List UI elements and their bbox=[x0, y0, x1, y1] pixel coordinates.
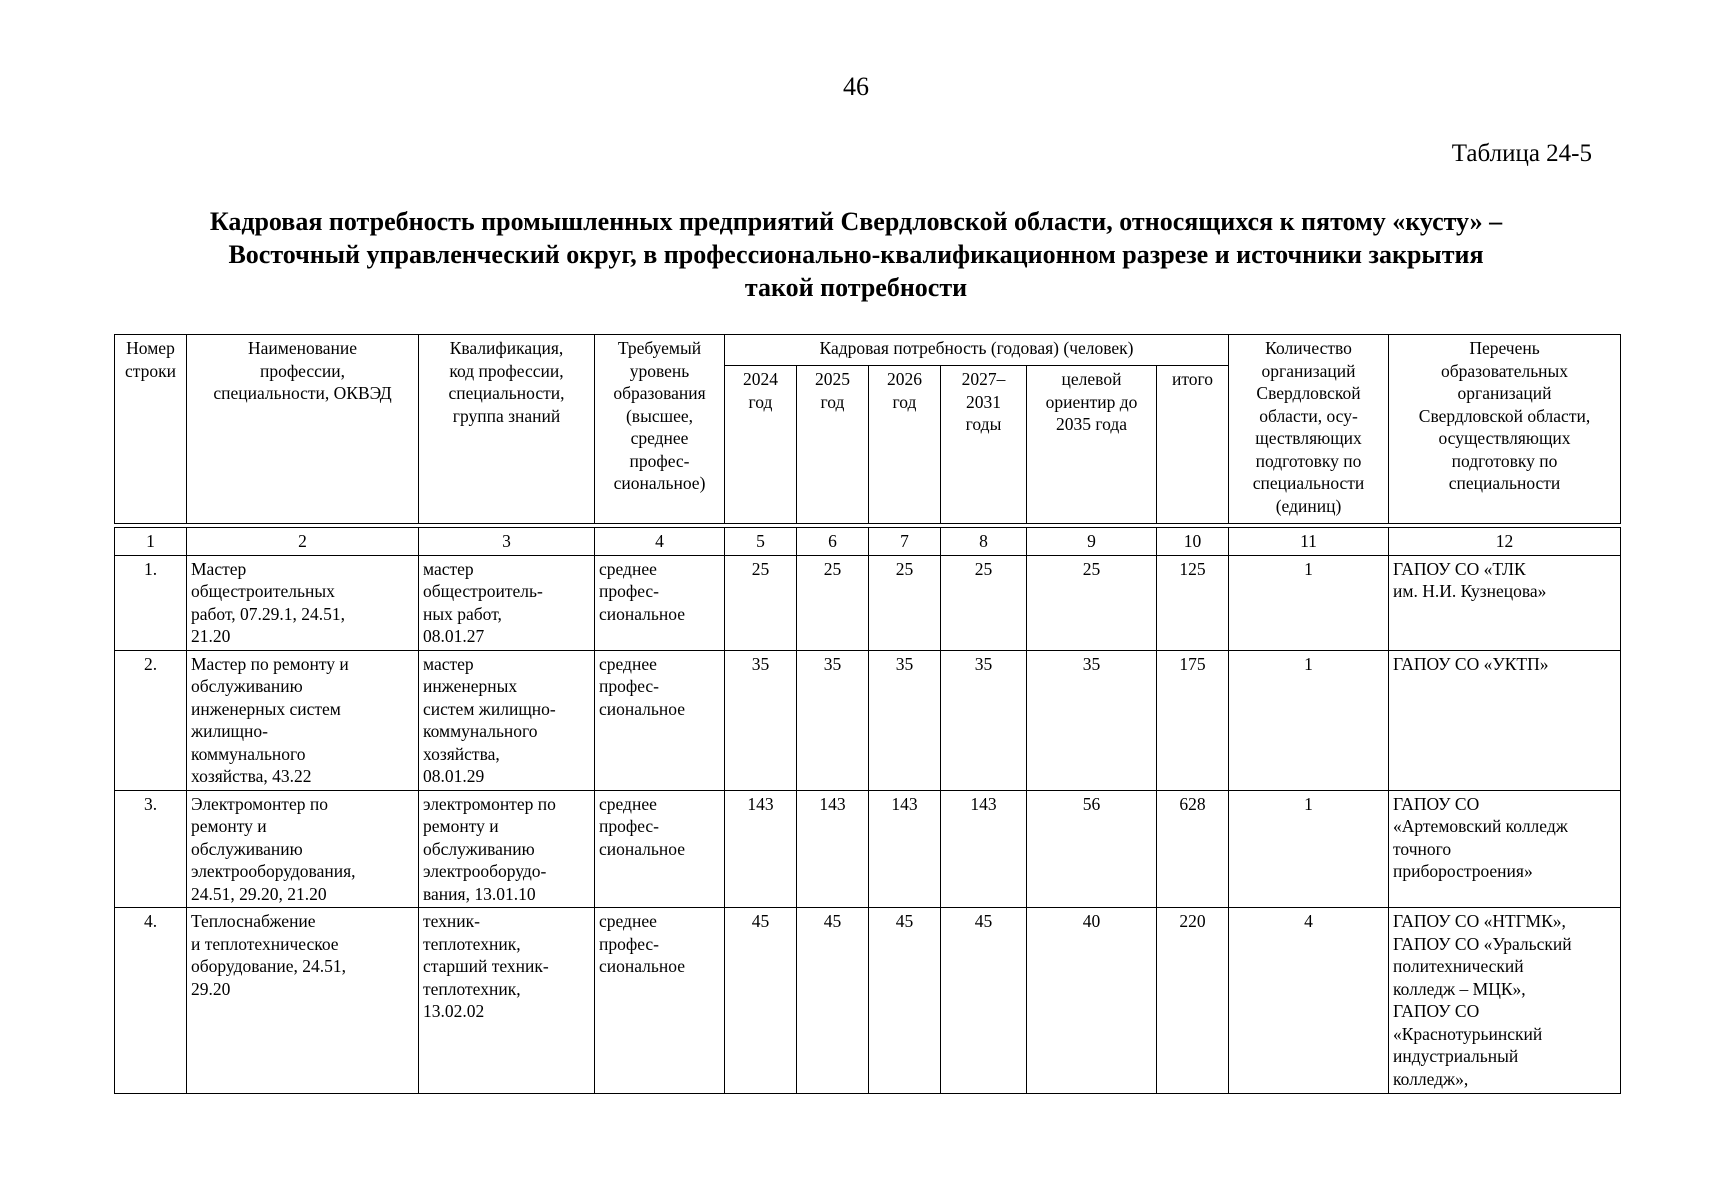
cell-line: строки bbox=[125, 360, 176, 381]
cell-line: «Краснотурьинский bbox=[1393, 1023, 1543, 1044]
cell-line: годы bbox=[965, 414, 1002, 434]
demand-2024: 25 bbox=[725, 555, 797, 650]
column-number: 5 bbox=[725, 528, 797, 556]
cell-line: Свердловской bbox=[1256, 383, 1361, 403]
cell-line: области, осу- bbox=[1259, 405, 1358, 426]
cell-line: индустриальный bbox=[1393, 1046, 1519, 1066]
education-level bbox=[595, 908, 725, 1094]
table-header bbox=[114, 334, 1621, 524]
target-2035: 56 bbox=[1027, 790, 1157, 908]
demand-total: 125 bbox=[1157, 555, 1229, 650]
target-2035: 25 bbox=[1027, 555, 1157, 650]
target-2035: 40 bbox=[1027, 908, 1157, 1094]
cell-line: ГАПОУ СО bbox=[1393, 1001, 1480, 1021]
cell-line: профес- bbox=[599, 581, 660, 601]
cell-line: политехнический bbox=[1393, 956, 1524, 976]
header-education-level bbox=[595, 335, 725, 524]
cell-line: 21.20 bbox=[191, 626, 231, 646]
page-number: 46 bbox=[843, 72, 869, 101]
cell-line: хозяйства, 43.22 bbox=[191, 766, 312, 786]
row-number: 4. bbox=[115, 908, 187, 1094]
cell-line: образования bbox=[613, 383, 706, 403]
cell-line: Мастер по ремонту и bbox=[191, 653, 349, 674]
column-number: 6 bbox=[797, 528, 869, 556]
header-target-2035 bbox=[1027, 366, 1157, 524]
cell-line: 2024 bbox=[743, 369, 778, 389]
cell-line: (высшее, bbox=[625, 405, 693, 426]
profession-name bbox=[187, 555, 419, 650]
demand-total: 175 bbox=[1157, 650, 1229, 790]
cell-line: сиональное bbox=[599, 603, 685, 624]
cell-line: и теплотехническое bbox=[191, 933, 339, 954]
cell-line: подготовку по bbox=[1451, 450, 1558, 471]
profession-name bbox=[187, 790, 419, 908]
cell-line: ГАПОУ СО «ТЛК bbox=[1393, 558, 1526, 579]
demand-2027-2031: 25 bbox=[941, 555, 1027, 650]
cell-line: специальности, bbox=[448, 383, 565, 403]
column-number: 4 bbox=[595, 528, 725, 556]
cell-line: теплотехник, bbox=[423, 933, 521, 954]
cell-line: ществляющих bbox=[1255, 428, 1362, 448]
header-org-count bbox=[1229, 335, 1389, 524]
header-total bbox=[1157, 366, 1229, 524]
education-level bbox=[595, 650, 725, 790]
cell-line: сиональное bbox=[599, 956, 685, 976]
cell-line: год bbox=[748, 391, 773, 412]
cell-line: Номер bbox=[126, 338, 175, 358]
cell-line: «Артемовский колледж bbox=[1393, 816, 1568, 836]
cell-line: ГАПОУ СО «Уральский bbox=[1393, 933, 1572, 954]
cell-line: общестроитель- bbox=[423, 581, 543, 601]
column-number: 3 bbox=[419, 528, 595, 556]
cell-line: вания, 13.01.10 bbox=[423, 883, 536, 904]
education-level bbox=[595, 555, 725, 650]
cell-line: ГАПОУ СО «НТГМК», bbox=[1393, 911, 1566, 931]
cell-line: 08.01.27 bbox=[423, 626, 485, 646]
demand-2024: 45 bbox=[725, 908, 797, 1094]
cell-line: техник- bbox=[423, 911, 480, 931]
org-list bbox=[1389, 555, 1621, 650]
cell-line: жилищно- bbox=[191, 721, 268, 741]
cell-line: Перечень bbox=[1469, 338, 1540, 358]
cell-line: среднее bbox=[599, 793, 657, 814]
cell-line: Наименование bbox=[247, 338, 358, 358]
row-number: 3. bbox=[115, 790, 187, 908]
cell-line: хозяйства, bbox=[423, 743, 500, 764]
column-number: 1 bbox=[115, 528, 187, 556]
cell-line: мастер bbox=[423, 558, 474, 579]
cell-line: сиональное) bbox=[613, 473, 706, 493]
profession-name bbox=[187, 650, 419, 790]
cell-line: обслуживанию bbox=[423, 838, 535, 859]
title-line: Восточный управленческий округ, в профессионально-квалификационном разрезе и источники закрытия bbox=[228, 240, 1484, 269]
cell-line: коммунального bbox=[423, 721, 538, 741]
document-title bbox=[100, 205, 1612, 304]
org-count: 1 bbox=[1229, 790, 1389, 908]
cell-line: 2031 bbox=[966, 391, 1001, 412]
qualification bbox=[419, 650, 595, 790]
cell-line: ГАПОУ СО «УКТП» bbox=[1393, 653, 1549, 674]
column-number-row bbox=[115, 528, 1621, 556]
cell-line: инженерных bbox=[423, 676, 518, 696]
cell-line: подготовку по bbox=[1255, 450, 1362, 471]
cell-line: уровень bbox=[629, 360, 690, 381]
cell-line: им. Н.И. Кузнецова» bbox=[1393, 581, 1547, 601]
org-count: 1 bbox=[1229, 650, 1389, 790]
org-list bbox=[1389, 650, 1621, 790]
demand-2026: 35 bbox=[869, 650, 941, 790]
cell-line: инженерных систем bbox=[191, 698, 341, 719]
demand-2027-2031: 143 bbox=[941, 790, 1027, 908]
profession-name bbox=[187, 908, 419, 1094]
cell-line: профессии, bbox=[259, 360, 346, 381]
cell-line: коммунального bbox=[191, 743, 306, 764]
table-row bbox=[115, 650, 1621, 790]
target-2035: 35 bbox=[1027, 650, 1157, 790]
qualification bbox=[419, 790, 595, 908]
cell-line: специальности bbox=[1448, 473, 1561, 493]
header-profession-name bbox=[187, 335, 419, 524]
org-list bbox=[1389, 908, 1621, 1094]
cell-line: 2025 bbox=[815, 369, 850, 389]
cell-line: сиональное bbox=[599, 698, 685, 719]
cell-line: электрооборудо- bbox=[423, 861, 547, 881]
row-number: 2. bbox=[115, 650, 187, 790]
row-number: 1. bbox=[115, 555, 187, 650]
column-number: 9 bbox=[1027, 528, 1157, 556]
title-line: такой потребности bbox=[744, 273, 968, 302]
cell-line: организаций bbox=[1457, 383, 1552, 403]
demand-2024: 35 bbox=[725, 650, 797, 790]
demand-2026: 143 bbox=[869, 790, 941, 908]
cell-line: образовательных bbox=[1440, 360, 1569, 381]
column-number: 7 bbox=[869, 528, 941, 556]
header-years-2027-2031 bbox=[941, 366, 1027, 524]
cell-line: ремонту и bbox=[191, 816, 267, 836]
cell-line: приборостроения» bbox=[1393, 861, 1533, 881]
demand-2026: 25 bbox=[869, 555, 941, 650]
cell-line: среднее bbox=[630, 428, 689, 448]
cell-line: специальности bbox=[1252, 473, 1365, 493]
cell-line: ных работ, bbox=[423, 603, 502, 624]
cell-line: старший техник- bbox=[423, 956, 549, 976]
cell-line: год bbox=[892, 391, 917, 412]
column-number: 10 bbox=[1157, 528, 1229, 556]
cell-line: среднее bbox=[599, 558, 657, 579]
cell-line: точного bbox=[1393, 838, 1452, 859]
demand-2026: 45 bbox=[869, 908, 941, 1094]
cell-line: Мастер bbox=[191, 558, 247, 579]
demand-2025: 143 bbox=[797, 790, 869, 908]
cell-line: ГАПОУ СО bbox=[1393, 793, 1480, 814]
org-count: 4 bbox=[1229, 908, 1389, 1094]
demand-2025: 25 bbox=[797, 555, 869, 650]
cell-line: работ, 07.29.1, 24.51, bbox=[191, 603, 346, 624]
header-org-list bbox=[1389, 335, 1621, 524]
demand-total: 220 bbox=[1157, 908, 1229, 1094]
table-row bbox=[115, 908, 1621, 1094]
cell-line: 24.51, 29.20, 21.20 bbox=[191, 883, 327, 904]
column-number: 11 bbox=[1229, 528, 1389, 556]
cell-line: ориентир до bbox=[1045, 391, 1138, 412]
title-line: Кадровая потребность промышленных предприятий Свердловской области, относящихся к пятому «кусту» – bbox=[209, 207, 1503, 236]
cell-line: электромонтер по bbox=[423, 793, 556, 814]
cell-line: профес- bbox=[599, 676, 660, 696]
cell-line: организаций bbox=[1261, 360, 1356, 381]
cell-line: осуществляющих bbox=[1438, 428, 1571, 448]
cell-line: общестроительных bbox=[191, 581, 335, 601]
cell-line: Квалификация, bbox=[449, 338, 564, 358]
qualification bbox=[419, 555, 595, 650]
cell-line: код профессии, bbox=[449, 360, 564, 381]
cell-line: (единиц) bbox=[1275, 495, 1342, 516]
demand-total: 628 bbox=[1157, 790, 1229, 908]
cell-line: среднее bbox=[599, 653, 657, 674]
demand-2027-2031: 35 bbox=[941, 650, 1027, 790]
cell-line: теплотехник, bbox=[423, 978, 521, 999]
cell-line: профес- bbox=[629, 450, 690, 471]
cell-line: Теплоснабжение bbox=[191, 911, 316, 931]
demand-2025: 45 bbox=[797, 908, 869, 1094]
cell-line: профес- bbox=[599, 933, 660, 954]
cell-line: Количество bbox=[1265, 338, 1352, 358]
column-number: 12 bbox=[1389, 528, 1621, 556]
cell-line: целевой bbox=[1061, 369, 1122, 389]
cell-line: 29.20 bbox=[191, 978, 231, 999]
cell-line: ремонту и bbox=[423, 816, 499, 836]
cell-line: среднее bbox=[599, 911, 657, 931]
demand-2025: 35 bbox=[797, 650, 869, 790]
cell-line: электрооборудования, bbox=[191, 861, 356, 881]
cell-line: колледж», bbox=[1393, 1068, 1469, 1089]
header-year-2025 bbox=[797, 366, 869, 524]
cell-line: 13.02.02 bbox=[423, 1001, 485, 1021]
cell-line: 2035 года bbox=[1055, 414, 1128, 434]
table-label: Таблица 24-5 bbox=[1451, 140, 1592, 167]
demand-2024: 143 bbox=[725, 790, 797, 908]
cell-line: систем жилищно- bbox=[423, 698, 556, 719]
cell-line: 2026 bbox=[887, 369, 922, 389]
org-count: 1 bbox=[1229, 555, 1389, 650]
header-qualification bbox=[419, 335, 595, 524]
cell-line: Требуемый bbox=[617, 338, 702, 358]
org-list bbox=[1389, 790, 1621, 908]
column-number: 2 bbox=[187, 528, 419, 556]
education-level bbox=[595, 790, 725, 908]
cell-line: обслуживанию bbox=[191, 838, 303, 859]
header-row-number bbox=[115, 335, 187, 524]
cell-line: Электромонтер по bbox=[191, 793, 328, 814]
cell-line: год bbox=[820, 391, 845, 412]
cell-line: профес- bbox=[599, 816, 660, 836]
cell-line: мастер bbox=[423, 653, 474, 674]
column-number: 8 bbox=[941, 528, 1027, 556]
cell-line: 2027– bbox=[961, 369, 1006, 389]
header-year-2026 bbox=[869, 366, 941, 524]
table-row bbox=[115, 790, 1621, 908]
cell-line: оборудование, 24.51, bbox=[191, 956, 347, 976]
table-row bbox=[115, 555, 1621, 650]
cell-line: сиональное bbox=[599, 838, 685, 859]
header-staff-demand-group: Кадровая потребность (годовая) (человек) bbox=[725, 335, 1229, 366]
header-year-2024 bbox=[725, 366, 797, 524]
cell-line: итого bbox=[1171, 369, 1214, 389]
cell-line: Свердловской области, bbox=[1418, 405, 1591, 426]
cell-line: 08.01.29 bbox=[423, 766, 485, 786]
demand-2027-2031: 45 bbox=[941, 908, 1027, 1094]
cell-line: специальности, ОКВЭД bbox=[213, 383, 392, 403]
cell-line: колледж – МЦК», bbox=[1393, 978, 1526, 999]
cell-line: обслуживанию bbox=[191, 676, 303, 696]
table-body bbox=[114, 527, 1621, 1094]
cell-line: группа знаний bbox=[452, 405, 561, 426]
qualification bbox=[419, 908, 595, 1094]
